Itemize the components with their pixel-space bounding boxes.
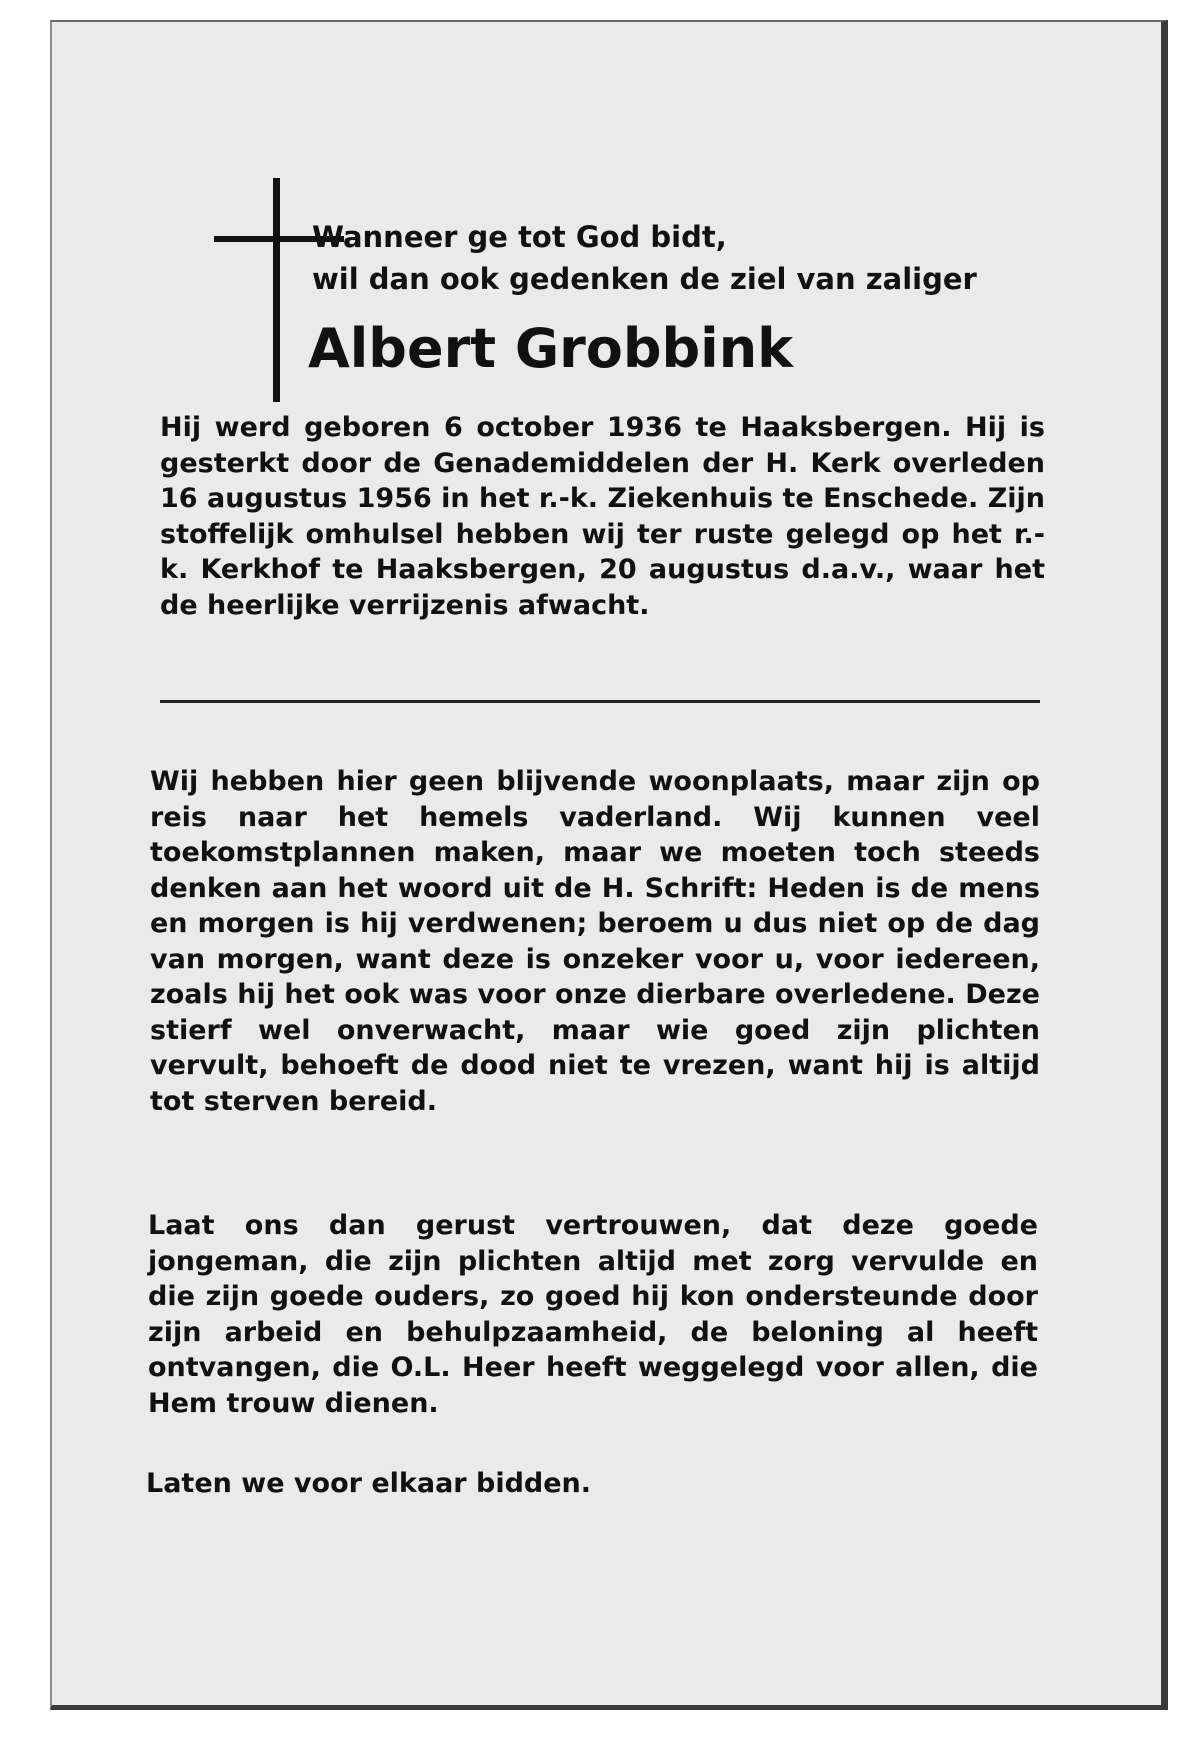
meditation-paragraph: Wij hebben hier geen blijvende woonplaats, maar zijn op reis naar het hemels vaderland. Wij kunnen veel toekomstplannen maken, maar we moeten toch steeds denken aan het woord uit de H. Schrift: Heden is de mens en morgen is hij verdwenen; beroem u dus niet op de dag van morgen, want deze is onzeker voor u, voor iedereen, zoals hij het ook was voor onze dierbare overledene. Deze stierf wel onverwacht, maar wie goed zijn plichten vervult, behoeft de dood niet te vrezen, want hij is altijd tot sterven bereid. — [150, 766, 1040, 1117]
consolation-paragraph: Laat ons dan gerust vertrouwen, dat deze goede jongeman, die zijn plichten altijd met zorg vervulde en die zijn goede ouders, zo goed hij kon ondersteunde door zijn arbeid en behulpzaamheid, de beloning al heeft ontvangen, die O.L. Heer heeft weggelegd voor allen, die Hem trouw dienen. — [148, 1210, 1038, 1419]
cross-vertical-bar — [273, 178, 280, 402]
biography-paragraph: Hij werd geboren 6 october 1936 te Haaksbergen. Hij is gesterkt door de Genademiddelen der H. Kerk overleden 16 augustus 1956 in het r.-k. Ziekenhuis te Enschede. Zijn stoffelijk omhulsel hebben wij ter ruste gelegd op het r.-k. Kerkhof te Haaksbergen, 20 augustus d.a.v., waar het de heerlijke verrijzenis afwacht. — [160, 412, 1046, 621]
deceased-name: Albert Grobbink — [308, 317, 794, 380]
closing-line: Laten we voor elkaar bidden. — [146, 1468, 592, 1499]
divider-line — [160, 700, 1040, 703]
prayer-request: Wanneer ge tot God bidt, wil dan ook gedenken de ziel van zaliger — [312, 220, 977, 296]
